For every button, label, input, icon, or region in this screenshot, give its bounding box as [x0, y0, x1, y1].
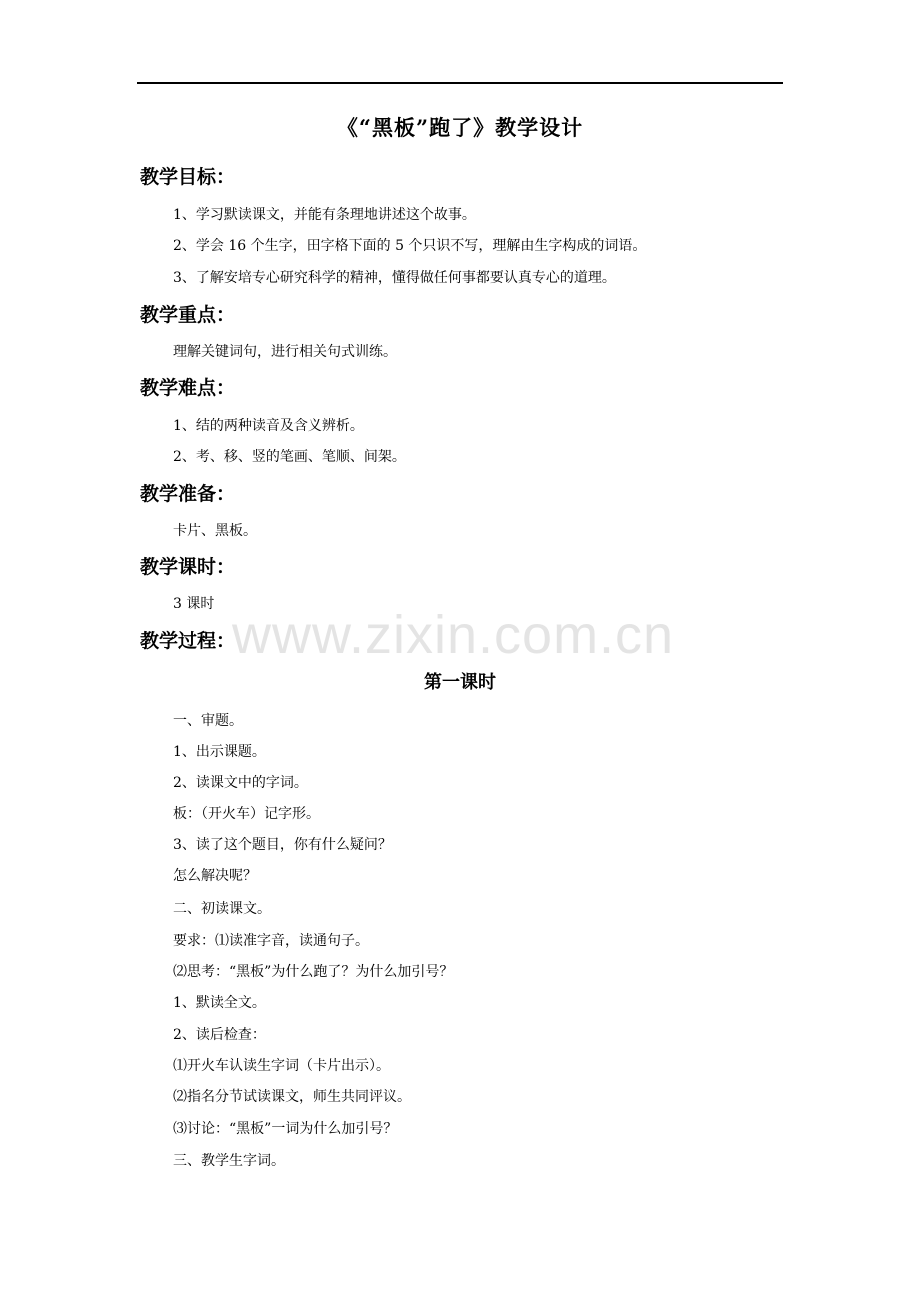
process-item-7: 二、初读课文。	[173, 901, 271, 917]
preparation-item-1: 卡片、黑板。	[173, 523, 257, 539]
process-item-10: 1、默读全文。	[173, 995, 266, 1011]
process-item-2: 1、出示课题。	[173, 744, 266, 760]
process-item-14: ⑶讨论：“黑板”一词为什么加引号？	[173, 1121, 398, 1137]
hours-heading: 教学课时：	[140, 556, 236, 578]
preparation-heading: 教学准备：	[140, 483, 236, 505]
process-heading: 教学过程：	[140, 630, 236, 652]
lesson-title: 第一课时	[424, 672, 496, 693]
process-item-4: 板：（开火车）记字形。	[173, 806, 320, 822]
process-item-15: 三、教学生字词。	[173, 1153, 285, 1169]
process-item-1: 一、审题。	[173, 713, 243, 729]
goals-heading: 教学目标：	[140, 166, 236, 188]
key-points-heading: 教学重点：	[140, 304, 236, 326]
header-rule	[137, 82, 783, 84]
process-item-11: 2、读后检查：	[173, 1027, 266, 1043]
difficulty-item-1: 1、结的两种读音及含义辨析。	[173, 418, 364, 434]
process-item-3: 2、读课文中的字词。	[173, 775, 308, 791]
key-point-item-1: 理解关键词句，进行相关句式训练。	[173, 344, 397, 360]
goal-item-2: 2、学会 16 个生字，田字格下面的 5 个只识不写，理解由生字构成的词语。	[173, 238, 647, 254]
process-item-6: 怎么解决呢？	[173, 868, 257, 884]
watermark: www.zixin.com.cn	[232, 605, 675, 665]
hours-item-1: 3 课时	[173, 596, 215, 612]
goal-item-3: 3、了解安培专心研究科学的精神，懂得做任何事都要认真专心的道理。	[173, 270, 616, 286]
process-item-12: ⑴开火车认读生字词（卡片出示）。	[173, 1058, 390, 1074]
difficulty-item-2: 2、考、移、竖的笔画、笔顺、间架。	[173, 449, 406, 465]
process-item-9: ⑵思考：“黑板”为什么跑了？为什么加引号？	[173, 964, 454, 980]
process-item-13: ⑵指名分节试读课文，师生共同评议。	[173, 1089, 411, 1105]
difficulties-heading: 教学难点：	[140, 377, 236, 399]
document-title: 《“黑板”跑了》教学设计	[336, 115, 584, 140]
goal-item-1: 1、学习默读课文，并能有条理地讲述这个故事。	[173, 207, 476, 223]
process-item-8: 要求：⑴读准字音，读通句子。	[173, 933, 369, 949]
process-item-5: 3、读了这个题目，你有什么疑问？	[173, 837, 392, 853]
